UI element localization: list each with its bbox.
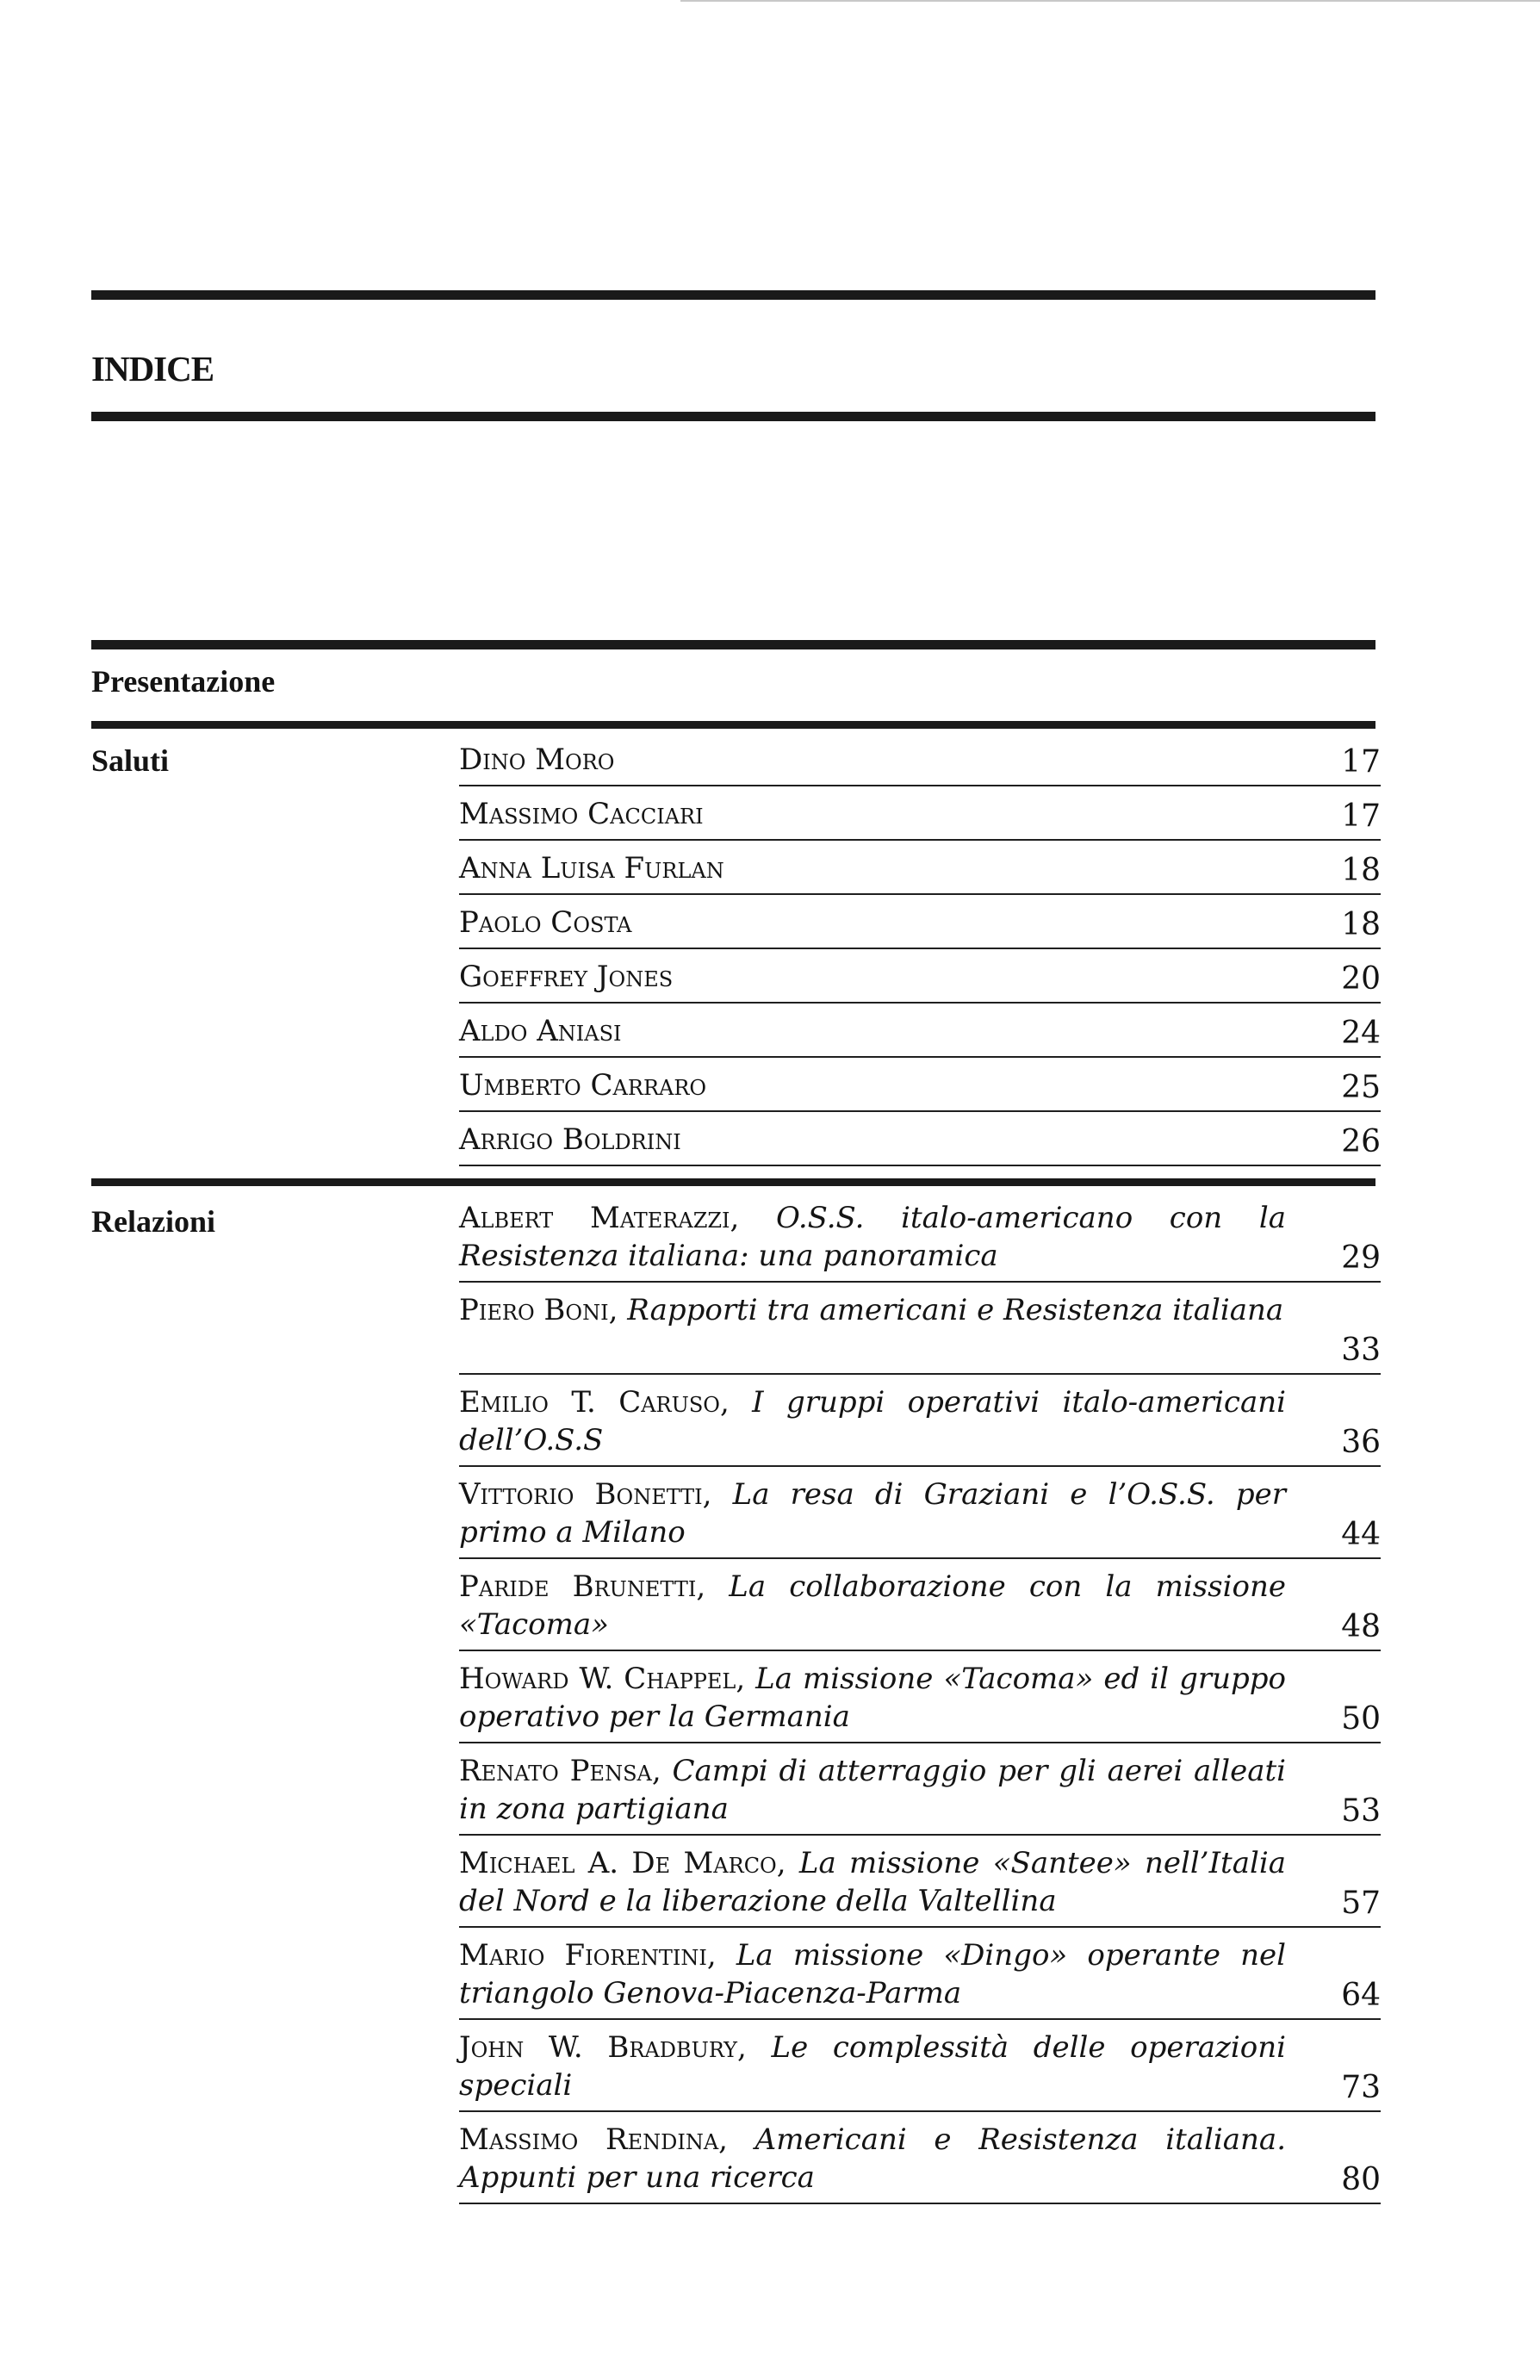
entry-text — [459, 2121, 1286, 2197]
entry-text — [459, 1199, 1286, 1275]
toc-entry — [459, 1112, 1381, 1166]
entry-author: Umberto Carraro — [459, 1068, 707, 1103]
top-edge-line — [680, 0, 1540, 2]
entry-title: La missione «Santee» nell’Italia del Nord e la liberazione della Valtellina — [459, 1846, 1286, 1918]
entry-author: Emilio T. Caruso, — [459, 1385, 730, 1420]
section-label-presentazione: Presentazione — [91, 664, 276, 699]
entry-author: Arrigo Boldrini — [459, 1122, 681, 1157]
entry-page-number: 17 — [1341, 744, 1381, 780]
relazioni-top-rule — [91, 1178, 1375, 1186]
entry-title: I gruppi operativi italo-americani dell’O.S.S — [459, 1385, 1287, 1457]
entry-page-number: 17 — [1341, 799, 1381, 834]
toc-entry — [459, 786, 1381, 841]
entry-author: Paride Brunetti, — [459, 1569, 706, 1604]
entry-page-number: 57 — [1341, 1886, 1381, 1921]
entry-text — [459, 958, 1286, 996]
entry-author: Vittorio Bonetti, — [459, 1477, 712, 1512]
section-label-saluti: Saluti — [91, 743, 170, 778]
entry-text — [459, 1936, 1286, 2012]
entry-author: Howard W. Chappel, — [459, 1662, 746, 1696]
entry-author: Piero Boni, — [459, 1293, 618, 1327]
entry-title: Campi di atterraggio per gli aerei alleati in zona partigiana — [459, 1754, 1287, 1826]
entry-page-number: 48 — [1341, 1609, 1381, 1644]
entry-page-number: 50 — [1341, 1701, 1381, 1737]
entry-title: Americani e Resistenza italiana. Appunti per una ricerca — [459, 2122, 1286, 2195]
entry-author: Albert Materazzi, — [459, 1201, 740, 1235]
entry-title: La missione «Dingo» operante nel triangolo Genova-Piacenza-Parma — [459, 1938, 1287, 2010]
toc-entry — [459, 895, 1381, 949]
toc-entry — [459, 1743, 1381, 1836]
entry-text — [459, 1066, 1286, 1104]
entry-page-number: 73 — [1341, 2070, 1381, 2105]
title-bottom-rule — [91, 412, 1375, 421]
entry-text — [459, 1476, 1286, 1551]
entry-page-number: 53 — [1341, 1793, 1381, 1829]
entry-text — [459, 1012, 1286, 1050]
page-title: INDICE — [91, 349, 214, 388]
entry-text — [459, 1383, 1286, 1459]
entry-page-number: 44 — [1341, 1517, 1381, 1552]
toc-entry — [459, 2112, 1381, 2204]
title-top-rule — [91, 290, 1375, 300]
entry-page-number: 25 — [1341, 1070, 1381, 1105]
entry-title: O.S.S. italo-americano con la Resistenza italiana: una panoramica — [459, 1201, 1286, 1273]
entry-text — [459, 1752, 1286, 1828]
entry-text — [459, 741, 1286, 779]
entry-text — [459, 1121, 1286, 1159]
entry-page-number: 64 — [1341, 1978, 1381, 2013]
toc-entry — [459, 1928, 1381, 2020]
entry-author: Paolo Costa — [459, 905, 632, 940]
toc-entry — [459, 1375, 1381, 1467]
entry-author: Goeffrey Jones — [459, 960, 674, 994]
entry-title: La missione «Tacoma» ed il gruppo operativo per la Germania — [459, 1662, 1286, 1734]
entry-text — [459, 1568, 1286, 1644]
entry-author: Massimo Cacciari — [459, 797, 704, 831]
entry-page-number: 18 — [1341, 853, 1381, 888]
entry-title: Rapporti tra americani e Resistenza italiana — [627, 1293, 1284, 1327]
toc-entry — [459, 1467, 1381, 1559]
entry-page-number: 24 — [1341, 1016, 1381, 1051]
entry-text — [459, 1844, 1286, 1920]
entry-page-number: 33 — [1341, 1333, 1381, 1368]
entry-author: Massimo Rendina, — [459, 2122, 728, 2157]
toc-entry — [459, 1559, 1381, 1651]
entry-text — [459, 904, 1286, 941]
toc-entry — [459, 1836, 1381, 1928]
entry-text — [459, 2029, 1286, 2104]
saluti-top-rule — [91, 721, 1375, 729]
entry-author: Anna Luisa Furlan — [459, 851, 724, 886]
entry-title: La resa di Graziani e l’O.S.S. per primo a Milano — [459, 1477, 1287, 1550]
entry-author: Mario Fiorentini, — [459, 1938, 717, 1973]
toc-entry — [459, 1283, 1381, 1375]
entry-text — [459, 1660, 1286, 1736]
entry-author: Michael A. De Marco, — [459, 1846, 786, 1880]
entry-page-number: 20 — [1341, 961, 1381, 997]
toc-entry — [459, 1651, 1381, 1743]
section-label-relazioni: Relazioni — [91, 1204, 215, 1239]
entry-page-number: 29 — [1341, 1240, 1381, 1276]
toc-entry — [459, 732, 1381, 786]
relazioni-entry-list — [459, 1190, 1381, 2204]
entry-text — [459, 1291, 1286, 1329]
toc-entry — [459, 1058, 1381, 1112]
entry-author: Dino Moro — [459, 743, 615, 777]
toc-entry — [459, 1190, 1381, 1283]
entry-author: Renato Pensa, — [459, 1754, 661, 1788]
entry-author: Aldo Aniasi — [459, 1014, 622, 1048]
toc-entry — [459, 2020, 1381, 2112]
toc-entry — [459, 1004, 1381, 1058]
entry-page-number: 26 — [1341, 1124, 1381, 1159]
entry-title: La collaborazione con la missione «Tacoma» — [459, 1569, 1286, 1642]
entry-text — [459, 795, 1286, 833]
entry-page-number: 80 — [1341, 2162, 1381, 2197]
entry-author: John W. Bradbury, — [459, 2030, 747, 2065]
entry-page-number: 18 — [1341, 907, 1381, 942]
toc-entry — [459, 949, 1381, 1004]
presentazione-top-rule — [91, 640, 1375, 649]
entry-text — [459, 849, 1286, 887]
entry-page-number: 36 — [1341, 1425, 1381, 1460]
saluti-entry-list — [459, 732, 1381, 1166]
entry-title: Le complessità delle operazioni speciali — [459, 2030, 1287, 2103]
toc-entry — [459, 841, 1381, 895]
